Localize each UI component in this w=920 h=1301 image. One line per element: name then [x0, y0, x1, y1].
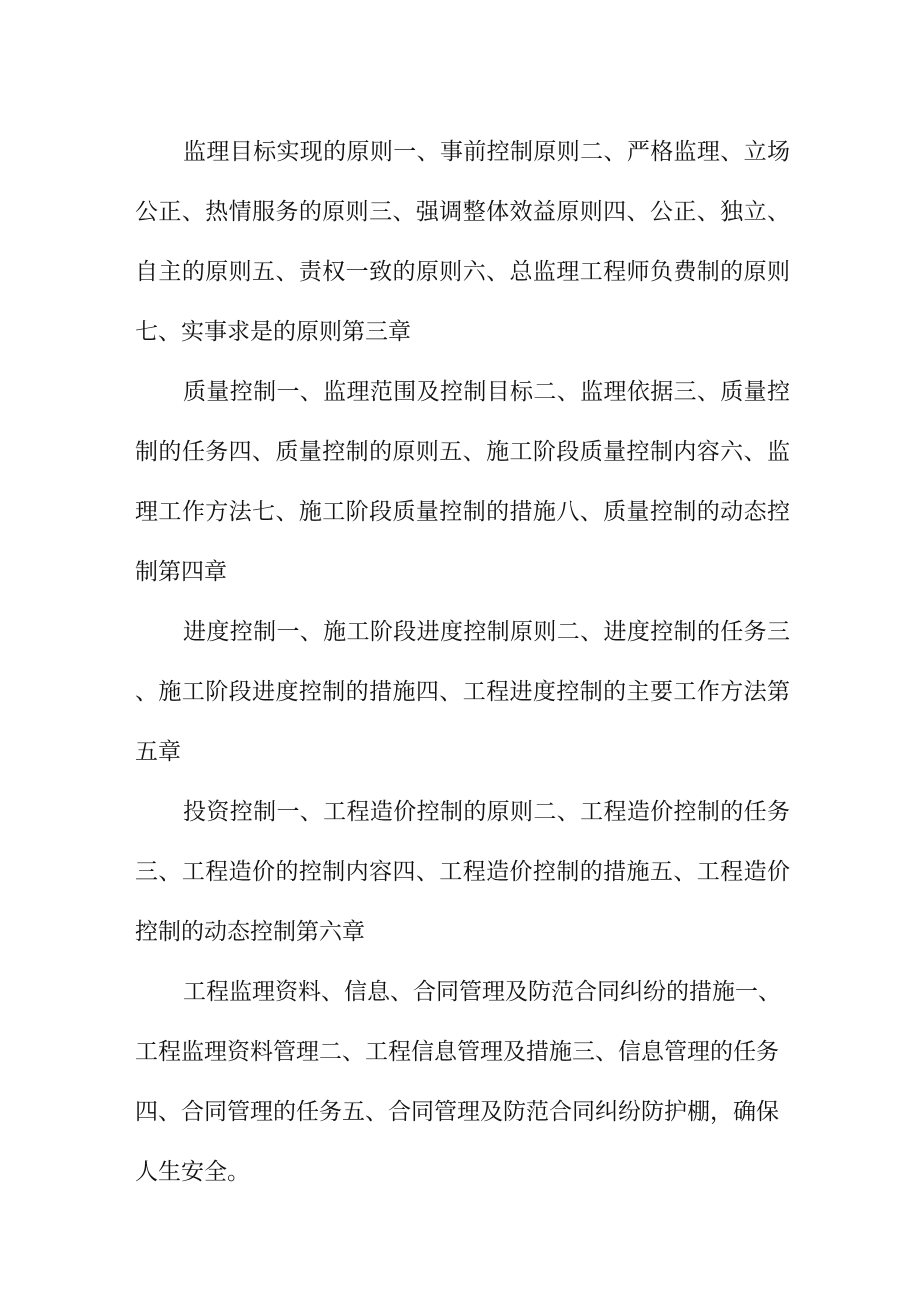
paragraph-investment-control: 投资控制一、工程造价控制的原则二、工程造价控制的任务三、工程造价的控制内容四、工程造价控制的措施五、工程造价控制的动态控制第六章 [135, 799, 790, 945]
paragraph-quality-control: 质量控制一、监理范围及控制目标二、监理依据三、质量控制的任务四、质量控制的原则五、施工阶段质量控制内容六、监理工作方法七、施工阶段质量控制的措施八、质量控制的动态控制第四章 [135, 379, 790, 585]
paragraph-information-contract-management: 工程监理资料、信息、合同管理及防范合同纠纷的措施一、工程监理资料管理二、工程信息管理及措施三、信息管理的任务四、合同管理的任务五、合同管理及防范合同纠纷防护棚，确保人生安全。 [135, 979, 781, 1185]
paragraph-supervision-principles: 监理目标实现的原则一、事前控制原则二、严格监理、立场公正、热情服务的原则三、强调整体效益原则四、公正、独立、自主的原则五、责权一致的原则六、总监理工程师负费制的原则七、实事求是的原则第三章 [135, 139, 790, 345]
paragraph-schedule-control: 进度控制一、施工阶段进度控制原则二、进度控制的任务三、施工阶段进度控制的措施四、工程进度控制的主要工作方法第五章 [135, 619, 790, 765]
document-body [135, 122, 790, 1202]
